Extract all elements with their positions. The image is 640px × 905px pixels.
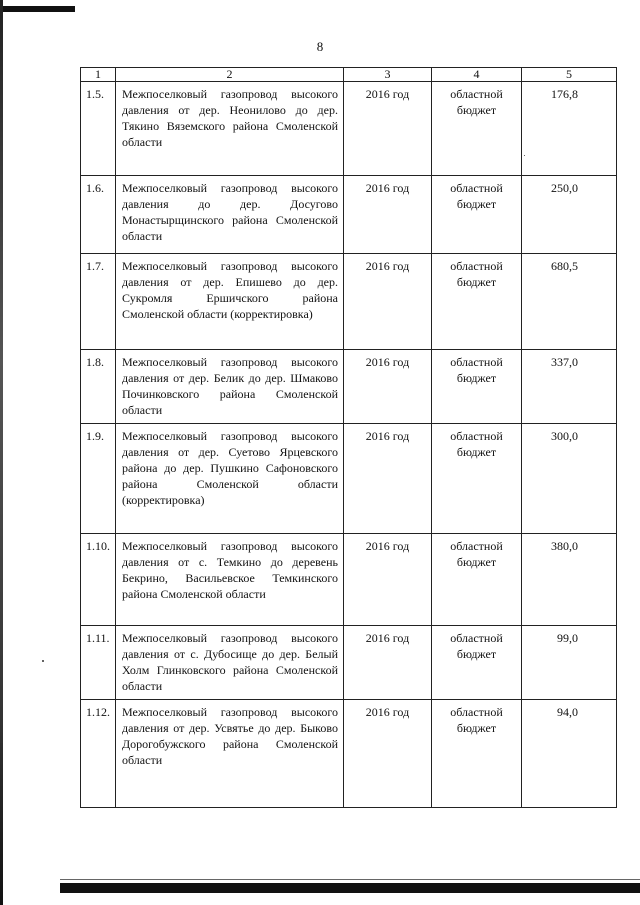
- row-value: 680,5: [522, 254, 617, 350]
- row-number: 1.5.: [81, 82, 116, 176]
- row-value: 99,0: [522, 626, 617, 700]
- row-year: 2016 год: [344, 254, 432, 350]
- row-value: 176,8: [522, 82, 617, 176]
- row-year: 2016 год: [344, 700, 432, 808]
- row-source: областной бюджет: [432, 350, 522, 424]
- row-source: областной бюджет: [432, 700, 522, 808]
- table-row: [81, 700, 617, 808]
- row-number: 1.11.: [81, 626, 116, 700]
- row-source: областной бюджет: [432, 82, 522, 176]
- scan-edge-bottom-line: [60, 879, 640, 880]
- row-number: 1.6.: [81, 176, 116, 254]
- table-row: [81, 350, 617, 424]
- header-cell: 5: [522, 68, 617, 82]
- row-description: Межпоселковый газопровод высокого давления от с. Темкино до деревень Бекрино, Васильевское Темкинского района Смоленской области: [116, 534, 344, 626]
- page-number: 8: [316, 39, 324, 54]
- table-row: [81, 82, 617, 176]
- scan-edge-top: [0, 6, 75, 12]
- row-year: 2016 год: [344, 534, 432, 626]
- row-source: областной бюджет: [432, 626, 522, 700]
- row-description: Межпоселковый газопровод высокого давления от дер. Неонилово до дер. Тякино Вяземского района Смоленской области: [116, 82, 344, 176]
- table-header-row: [81, 68, 617, 82]
- header-cell: 3: [344, 68, 432, 82]
- row-year: 2016 год: [344, 626, 432, 700]
- header-cell: 2: [116, 68, 344, 82]
- table-row: [81, 626, 617, 700]
- table-row: [81, 424, 617, 534]
- scan-speck: [42, 660, 44, 662]
- row-value: 337,0: [522, 350, 617, 424]
- row-source: областной бюджет: [432, 424, 522, 534]
- row-description: Межпоселковый газопровод высокого давления от дер. Суетово Ярцевского района до дер. Пушкино Сафоновского района Смоленской области (корректировка): [116, 424, 344, 534]
- row-source: областной бюджет: [432, 176, 522, 254]
- table-row: [81, 176, 617, 254]
- table-row: [81, 534, 617, 626]
- row-description: Межпоселковый газопровод высокого давления от с. Дубосище до дер. Белый Холм Глинковского района Смоленской области: [116, 626, 344, 700]
- row-description: Межпоселковый газопровод высокого давления от дер. Епишево до дер. Сукромля Ершичского района Смоленской области (корректировка): [116, 254, 344, 350]
- row-year: 2016 год: [344, 350, 432, 424]
- header-cell: 1: [81, 68, 116, 82]
- row-year: 2016 год: [344, 176, 432, 254]
- row-number: 1.10.: [81, 534, 116, 626]
- scan-edge-bottom: [60, 883, 640, 893]
- row-description: Межпоселковый газопровод высокого давления от дер. Белик до дер. Шмаково Починковского района Смоленской области: [116, 350, 344, 424]
- row-value: 300,0: [522, 424, 617, 534]
- budget-table: [80, 67, 617, 808]
- row-value: 380,0: [522, 534, 617, 626]
- row-number: 1.12.: [81, 700, 116, 808]
- row-value: 250,0: [522, 176, 617, 254]
- row-number: 1.7.: [81, 254, 116, 350]
- row-source: областной бюджет: [432, 254, 522, 350]
- header-cell: 4: [432, 68, 522, 82]
- row-number: 1.8.: [81, 350, 116, 424]
- row-source: областной бюджет: [432, 534, 522, 626]
- table-row: [81, 254, 617, 350]
- scan-edge-left: [0, 0, 3, 905]
- row-value: 94,0: [522, 700, 617, 808]
- row-description: Межпоселковый газопровод высокого давления от дер. Усвятье до дер. Быково Дорогобужского района Смоленской области: [116, 700, 344, 808]
- row-description: Межпоселковый газопровод высокого давления до дер. Досугово Монастырщинского района Смоленской области: [116, 176, 344, 254]
- row-year: 2016 год: [344, 424, 432, 534]
- row-number: 1.9.: [81, 424, 116, 534]
- row-year: 2016 год: [344, 82, 432, 176]
